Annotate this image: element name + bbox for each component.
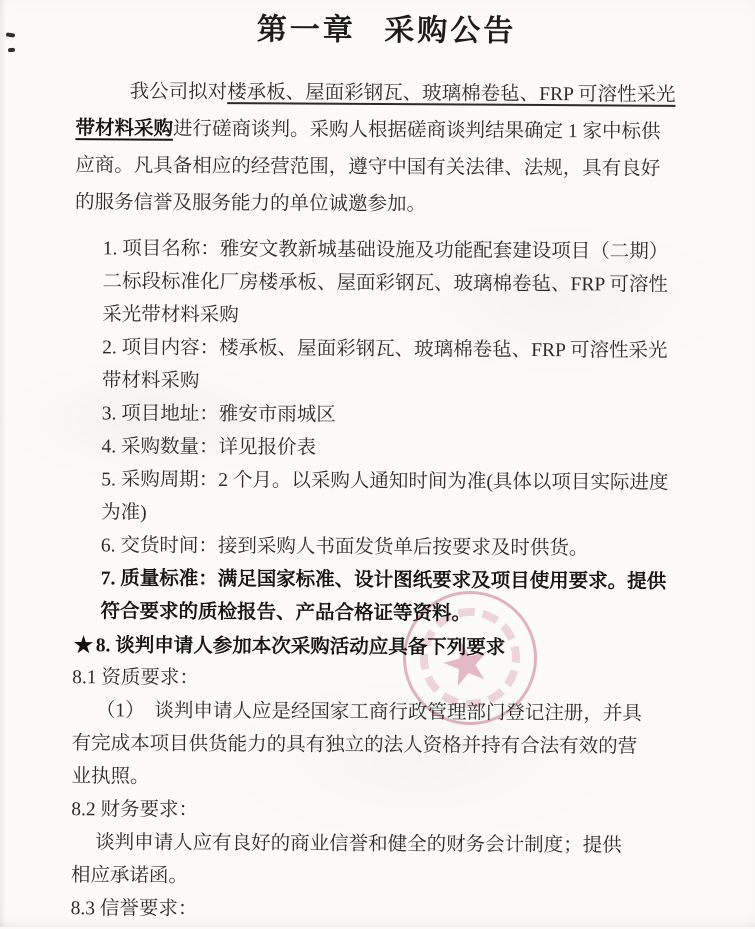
item-1-line-2: 二标段标准化厂房楼承板、屋面彩钢瓦、玻璃棉卷毡、FRP 可溶性 xyxy=(102,265,695,302)
item-2-project-content: 2. 项目内容：楼承板、屋面彩钢瓦、玻璃棉卷毡、FRP 可溶性采光 xyxy=(102,331,695,368)
item-2-line-2: 带材料采购 xyxy=(102,364,695,401)
section-8-1-line-1: （1） 谈判申请人应是经国家工商行政管理部门登记注册，并具 xyxy=(72,694,693,731)
intro-paragraph xyxy=(75,73,697,225)
intro-line-2 xyxy=(75,110,696,151)
intro-line-4: 的服务信誉及服务能力的单位诚邀参加。 xyxy=(75,184,696,225)
section-8-1-line-3: 业执照。 xyxy=(71,760,692,797)
section-8-1-line-2: 有完成本项目供货能力的具有独立的法人资格并持有合法有效的营 xyxy=(72,727,693,764)
numbered-item-list xyxy=(72,232,695,632)
section-8-1-title: 8.1 资质要求： xyxy=(72,661,693,698)
item-5-purchase-period: 5. 采购周期：2 个月。以采购人通知时间为准(具体以项目实际进度 xyxy=(101,463,694,500)
item-6-delivery-time: 6. 交货时间：接到采购人书面发货单后按要求及时供货。 xyxy=(101,529,694,566)
section-8-requirements xyxy=(71,628,694,929)
item-8-heading xyxy=(72,628,693,665)
intro-line-3: 应商。凡具备相应的经营范围，遵守中国有关法律、法规，具有良好 xyxy=(75,147,696,188)
item-1-line-3: 采光带材料采购 xyxy=(102,298,695,335)
section-8-2-title: 8.2 财务要求： xyxy=(71,793,692,830)
underlined-subject-bold: 带材料采购 xyxy=(75,118,173,140)
item-7-quality-standard: 7. 质量标准：满足国家标准、设计图纸要求及项目使用要求。提供 xyxy=(101,562,694,599)
item-3-project-address: 3. 项目地址：雅安市雨城区 xyxy=(102,397,695,434)
item-7-line-2: 符合要求的质检报告、产品合格证等资料。 xyxy=(100,595,693,632)
section-8-3-title: 8.3 信誉要求： xyxy=(71,892,692,929)
chapter-name: 采购公告 xyxy=(384,14,516,48)
seal-star-icon: ★ xyxy=(380,571,562,753)
item-8-heading-text: 8. 谈判申请人参加本次采购活动应具备下列要求 xyxy=(96,635,506,659)
item-5-line-2: 为准) xyxy=(101,496,694,533)
section-8-2-line-2: 相应承诺函。 xyxy=(71,859,692,896)
page-title xyxy=(76,8,697,54)
item-4-purchase-quantity: 4. 采购数量：详见报价表 xyxy=(101,430,694,467)
star-icon: ★ xyxy=(72,630,95,659)
section-8-2-line-1: 谈判申请人应有良好的商业信誉和健全的财务会计制度；提供 xyxy=(71,826,692,863)
item-1-project-name: 1. 项目名称：雅安文教新城基础设施及功能配套建设项目（二期） xyxy=(103,232,696,269)
intro-text: 进行磋商谈判。采购人根据磋商谈判结果确定 1 家中标供 xyxy=(173,119,661,143)
chapter-label: 第一章 xyxy=(257,13,356,47)
intro-line-1 xyxy=(76,73,697,114)
intro-text: 我公司拟对 xyxy=(130,81,228,103)
underlined-subject: 楼承板、屋面彩钢瓦、玻璃棉卷毡、FRP 可溶性采光 xyxy=(227,82,675,106)
